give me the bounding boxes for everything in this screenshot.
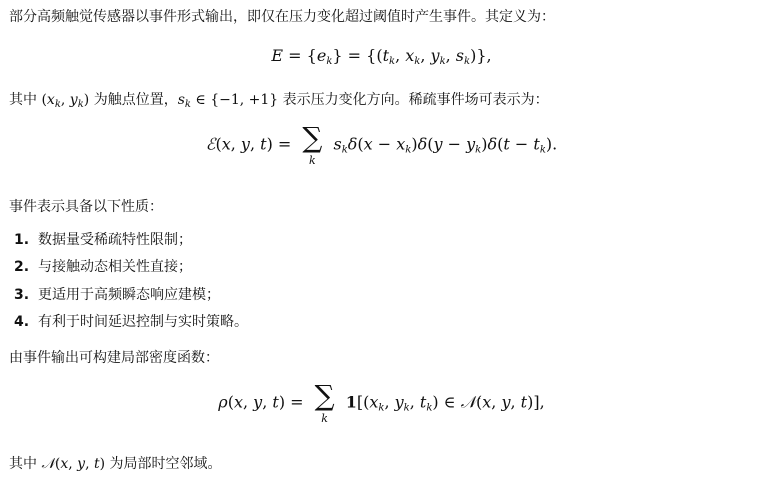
density-equation: ρ(x, y, t) = ∑ k $1[(x_k$, $y_k$, $t_k$) ∈ 𝒩(x, y, t)], bbox=[218, 379, 545, 425]
list-item bbox=[14, 285, 220, 305]
list-text: 更适用于高频瞬态响应建模； bbox=[38, 287, 220, 303]
list-number: 1. bbox=[14, 232, 30, 248]
properties-heading: 事件表示具备以下性质： bbox=[9, 199, 163, 215]
definition-prefix: 其中 bbox=[9, 92, 42, 108]
definition-mid-1: 为触点位置， bbox=[89, 92, 178, 108]
neighborhood-prefix: 其中 bbox=[9, 456, 42, 472]
neighborhood-suffix: 为局部时空邻域。 bbox=[105, 456, 222, 472]
summation-symbol: ∑ k bbox=[314, 379, 335, 425]
event-field-equation: ℰ(x, y, t) = ∑ k $s_k\delta(x - x_k)\delta(y - y_k)\delta(t - t_k)$. bbox=[205, 121, 558, 167]
neighborhood-paragraph: 其中 𝒩(x, y, t) 为局部时空邻域。 bbox=[9, 456, 222, 472]
event-set-equation: $E = \{e_k\} = \{(t_k$, $x_k$, $y_k$, $s_k$)}, bbox=[271, 46, 492, 67]
density-heading: 由事件输出可构建局部密度函数： bbox=[9, 350, 219, 366]
summation-symbol: ∑ k bbox=[302, 121, 323, 167]
intro-paragraph: 部分高频触觉传感器以事件形式输出，即仅在压力变化超过阈值时产生事件。其定义为： bbox=[9, 9, 555, 25]
list-text: 有利于时间延迟控制与实时策略。 bbox=[38, 314, 248, 330]
list-item bbox=[14, 312, 248, 332]
definition-paragraph: 其中 ($x_k$, $y_k$) 为触点位置，$s_k$ ∈ {−1, +1} 表示压力变化方向。稀疏事件场可表示为： bbox=[9, 92, 549, 110]
definition-mid-2: 表示压力变化方向。稀疏事件场可表示为： bbox=[278, 92, 549, 108]
list-number: 4. bbox=[14, 314, 30, 330]
list-item bbox=[14, 257, 192, 277]
list-text: 数据量受稀疏特性限制； bbox=[38, 232, 192, 248]
list-number: 3. bbox=[14, 287, 30, 303]
list-number: 2. bbox=[14, 259, 30, 275]
list-item bbox=[14, 230, 192, 250]
list-text: 与接触动态相关性直接； bbox=[38, 259, 192, 275]
